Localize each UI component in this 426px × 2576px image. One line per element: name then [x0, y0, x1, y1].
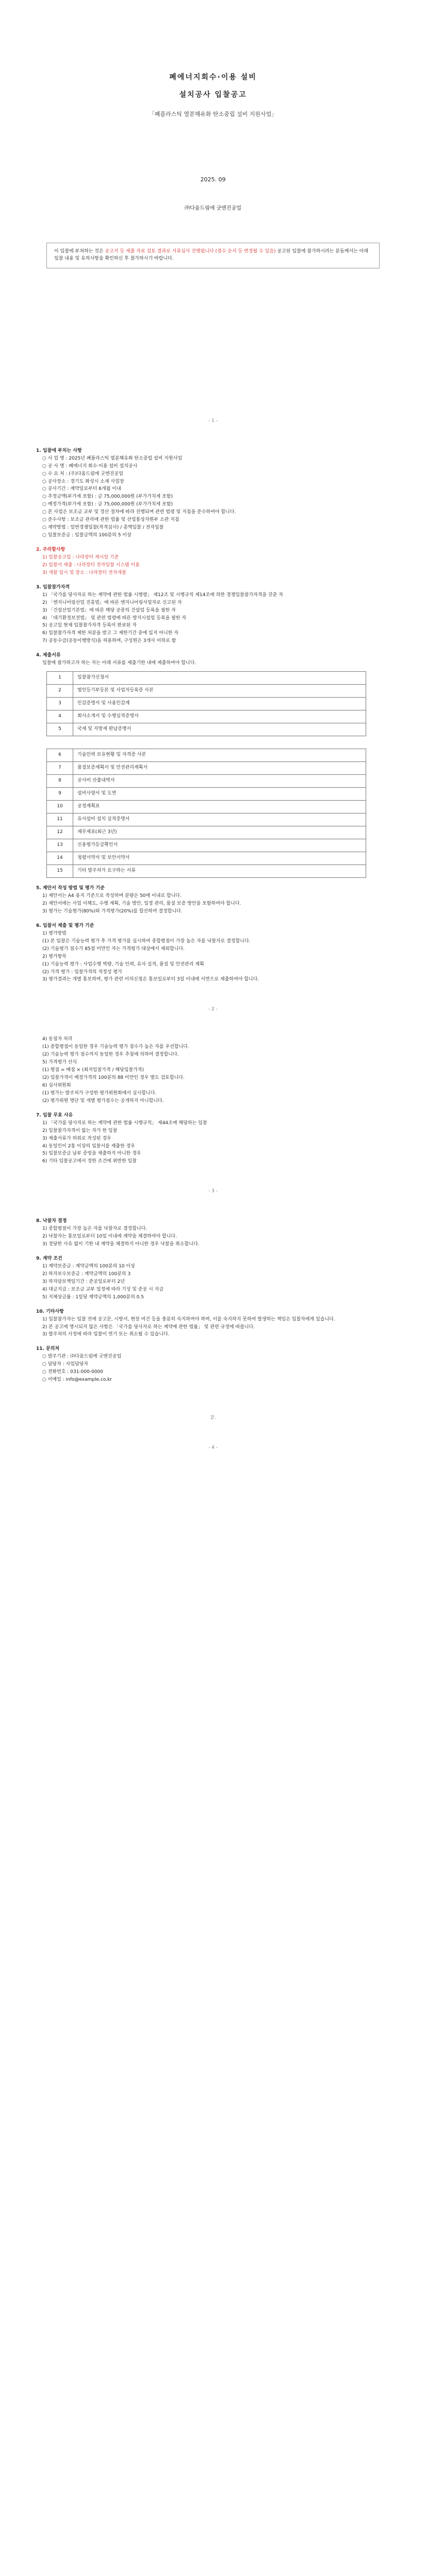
list-item: 2) 낙찰자는 통보일로부터 10일 이내에 계약을 체결하여야 합니다.: [42, 1234, 177, 1240]
section-heading: 6. 입찰서 제출 및 평가 기준: [36, 923, 94, 928]
table-cell-item: 법인등기부등본 및 사업자등록증 사본: [73, 685, 366, 698]
table-cell-no: 6: [47, 749, 73, 762]
list-item: ○ 발주기관 : ㈜다움드림에 굿엔진공업: [42, 1354, 122, 1360]
table-cell-no: 10: [47, 801, 73, 814]
section10-body: [36, 1316, 390, 1339]
section-heading: 9. 계약 조건: [36, 1256, 62, 1262]
list-item: (1) 종합평점이 동일한 경우 기술능력 평가 점수가 높은 자를 우선합니다.: [42, 1044, 189, 1050]
table-cell-item: 신용평가등급확인서: [73, 839, 366, 852]
list-item: (2) 가격 평가 : 입찰가격의 적정성 평가: [42, 969, 122, 975]
section5-body: [36, 893, 390, 916]
table-row: [47, 826, 366, 839]
table-cell-item: 기타 발주처가 요구하는 서류: [73, 865, 366, 878]
table-cell-no: 3: [47, 698, 73, 710]
table-cell-no: 9: [47, 788, 73, 801]
title-line-1: 폐에너지회수·이용 설비: [169, 73, 257, 81]
list-item: 4) 「대기환경보전법」 및 관련 법령에 따른 방지시설업 등록을 필한 자: [42, 615, 187, 621]
table-cell-no: 7: [47, 762, 73, 775]
section-heading: 3. 입찰참가자격: [36, 584, 70, 590]
page-mark-2: - 2 -: [208, 1007, 218, 1012]
section9-body: [36, 1263, 390, 1301]
table-row: [47, 698, 366, 710]
list-item: 5) 가격평가 산식: [42, 1060, 77, 1065]
content-part-1: [36, 448, 390, 984]
list-item: 1) 제안서는 A4 용지 기준으로 작성하며 분량은 50매 이내로 합니다.: [42, 893, 182, 899]
table-row: [47, 788, 366, 801]
table-cell-item: 회사소개서 및 수행실적증명서: [73, 710, 366, 723]
table-row: [47, 723, 366, 736]
table-cell-no: 5: [47, 723, 73, 736]
table-cell-item: 인감증명서 및 사용인감계: [73, 698, 366, 710]
notice-highlight: 공고서 등 제출 자료 검토 결과로 서류심사 진행됩니다 (접수 순서 등 변경될 수 있음): [105, 248, 276, 254]
list-item: 4) 동점자 처리: [42, 1037, 73, 1042]
list-item: 5) 공고일 현재 입찰참가자격 등록이 완료된 자: [42, 623, 137, 629]
list-item: 1) 입찰공고일 : 나라장터 게시일 기준: [42, 554, 119, 560]
list-item: (1) 본 입찰은 기술능력 평가 후 가격 평가를 실시하여 종합평점이 가장 높은 자를 낙찰자로 결정합니다.: [42, 938, 251, 944]
list-item: ○ 전화번호 : 031-000-0000: [42, 1369, 103, 1375]
list-item: 1) 입찰참가자는 입찰 전에 공고문, 시방서, 현장 여건 등을 충분히 숙지하여야 하며, 이를 숙지하지 못하여 발생하는 책임은 입찰자에게 있습니다.: [42, 1316, 335, 1322]
list-item: ○ 본 사업은 보조금 교부 및 정산 절차에 따라 진행되며 관련 법령 및 지침을 준수하여야 합니다.: [42, 510, 236, 515]
table-cell-no: 15: [47, 865, 73, 878]
list-item: ○ 공 사 명 : 폐에너지 회수·이용 설비 설치공사: [42, 463, 138, 469]
list-item: (1) 기술능력 평가 : 사업수행 역량, 기술 인력, 유사 실적, 품질 및 안전관리 계획: [42, 961, 204, 967]
table-cell-no: 14: [47, 852, 73, 865]
list-item: 2) 본 공고에 명시되지 않은 사항은 「국가를 당사자로 하는 계약에 관한 법률」 및 관련 규정에 따릅니다.: [42, 1324, 255, 1330]
list-item: 1) 종합평점이 가장 높은 자를 낙찰자로 결정합니다.: [42, 1226, 148, 1232]
list-item: ○ 준수사항 : 보조금 관리에 관한 법률 및 산업통상자원부 소관 지침: [42, 517, 179, 523]
table-row: [47, 801, 366, 814]
section-heading: 7. 입찰 무효 사유: [36, 1112, 73, 1118]
table-cell-no: 4: [47, 710, 73, 723]
list-item: 1) 계약보증금 : 계약금액의 100분의 10 이상: [42, 1263, 135, 1269]
list-item: ○ 공사기간 : 계약일로부터 6개월 이내: [42, 486, 121, 492]
document-table-2: [46, 749, 366, 878]
list-item: 2) 하자보수보증금 : 계약금액의 100분의 3: [42, 1271, 131, 1277]
table-row: [47, 710, 366, 723]
list-item: 2) 입찰서 제출 : 나라장터 전자입찰 시스템 이용: [42, 562, 140, 568]
list-item: 1) 평가방법: [42, 930, 67, 936]
list-item: (2) 기술평가 점수가 85점 미만인 자는 가격평가 대상에서 제외합니다.: [42, 946, 185, 952]
section-heading: 2. 주의할사항: [36, 547, 65, 553]
list-item: ○ 추정금액(부가세 포함) : 금 75,000,000원 (부가가치세 포함): [42, 494, 173, 500]
table-row: [47, 762, 366, 775]
list-item: (2) 평가위원 명단 및 개별 평가점수는 공개하지 아니합니다.: [42, 1098, 164, 1104]
list-item: ○ 공사장소 : 경기도 화성시 소재 사업장: [42, 479, 124, 484]
list-item: ○ 계약방법 : 일반경쟁입찰(적격심사) / 총액입찰 / 전자입찰: [42, 525, 164, 531]
section-heading: 4. 제출서류: [36, 653, 61, 658]
title-line-2: 설치공사 입찰공고: [179, 90, 247, 99]
list-item: 3) 평가는 기술평가(80%)와 가격평가(20%)를 합산하여 결정합니다.: [42, 908, 183, 914]
content-part-3: [36, 1218, 390, 1422]
page-mark-4: - 4 -: [208, 1445, 218, 1451]
section8-body: [36, 1226, 390, 1248]
section6b-body: [36, 1036, 390, 1105]
table-cell-no: 1: [47, 672, 73, 685]
list-item: 3) 발주처의 사정에 따라 입찰이 연기 또는 취소될 수 있습니다.: [42, 1332, 170, 1337]
section2-body: [36, 554, 390, 577]
list-item: 3) 하자담보책임기간 : 준공일로부터 2년: [42, 1279, 125, 1284]
list-item: 2) 평가항목: [42, 954, 67, 959]
list-item: 6) 기타 입찰공고에서 정한 조건에 위반한 입찰: [42, 1159, 137, 1164]
list-item: ○ 수 요 처 : (주)다움드림에 굿엔진공업: [42, 471, 123, 477]
table-row: [47, 685, 366, 698]
list-item: (2) 기술능력 평가 점수까지 동일한 경우 추첨에 의하여 결정합니다.: [42, 1052, 179, 1058]
list-item: 7) 공동수급(공동이행방식)을 허용하며, 구성원은 3개사 이하로 함: [42, 638, 176, 644]
table-row: [47, 865, 366, 878]
list-item: ○ 사 업 명 : 2025년 폐플라스틱 열분해유화 탄소중립 설비 지원사업: [42, 455, 183, 461]
announcement-date: 2025. 09: [200, 176, 226, 183]
list-item: ○ 예정가격(부가세 포함) : 금 75,000,000원 (부가가치세 포함): [42, 502, 173, 507]
section11-body: [36, 1353, 390, 1384]
section4-intro: 입찰에 참가하고자 하는 자는 아래 서류를 제출기한 내에 제출하여야 합니다.: [42, 660, 196, 666]
list-item: 1) 「국가를 당사자로 하는 계약에 관한 법률 시행규칙」 제44조에 해당하는 입찰: [42, 1120, 207, 1126]
list-item: 4) 대금지급 : 보조금 교부 일정에 따라 기성 및 준공 시 지급: [42, 1286, 164, 1292]
list-item: 6) 심사위원회: [42, 1082, 71, 1088]
table-row: [47, 775, 366, 788]
list-item: (2) 입찰가격이 예정가격의 100분의 88 미만인 경우 별도 검토합니다.: [42, 1075, 185, 1081]
table-cell-item: 재무제표(최근 3년): [73, 826, 366, 839]
list-item: 4) 동일인이 2통 이상의 입찰서를 제출한 경우: [42, 1143, 135, 1149]
table-cell-no: 12: [47, 826, 73, 839]
list-item: 3) 개찰 일시 및 장소 : 나라장터 전자개찰: [42, 570, 126, 575]
list-item: 2) 제안서에는 사업 이해도, 수행 계획, 기술 방안, 일정 관리, 품질 보증 방안을 포함하여야 합니다.: [42, 901, 241, 907]
table-row: [47, 814, 366, 826]
section1-body: [36, 455, 390, 539]
table-cell-item: 국세 및 지방세 완납증명서: [73, 723, 366, 736]
table-cell-item: 설비사양서 및 도면: [73, 788, 366, 801]
subtitle: 「폐플라스틱 열분해유화 탄소중립 설비 지원사업」: [149, 111, 277, 118]
list-item: ○ 담당자 : 사업담당자: [42, 1362, 89, 1367]
table-cell-no: 8: [47, 775, 73, 788]
list-item: 1) 「국가를 당사자로 하는 계약에 관한 법률 시행령」 제12조 및 시행규칙 제14조에 의한 경쟁입찰참가자격을 갖춘 자: [42, 592, 283, 598]
list-item: (1) 평점 = 배점 × (최저입찰가격 / 해당입찰가격): [42, 1067, 144, 1073]
section-heading: 5. 제안서 작성 방법 및 평가 기준: [36, 886, 105, 891]
title-block: [0, 0, 426, 118]
table-cell-item: 입찰참가신청서: [73, 672, 366, 685]
document-table-1: [46, 671, 366, 736]
table-cell-item: 품질보증계획서 및 안전관리계획서: [73, 762, 366, 775]
notice-box: [46, 243, 380, 268]
section-heading: 8. 낙찰자 결정: [36, 1218, 67, 1224]
table-cell-item: 공사비 산출내역서: [73, 775, 366, 788]
section-heading: 1. 입찰에 부치는 사항: [36, 448, 82, 453]
table-cell-no: 2: [47, 685, 73, 698]
table-cell-item: 기술인력 보유현황 및 자격증 사본: [73, 749, 366, 762]
list-item: 5) 지체상금률 : 1일당 계약금액의 1,000분의 0.5: [42, 1294, 144, 1300]
list-item: 6) 입찰참가자격 제한 처분을 받고 그 제한기간 중에 있지 아니한 자: [42, 631, 178, 636]
table-row: [47, 852, 366, 865]
list-item: 3) 정당한 사유 없이 기한 내 계약을 체결하지 아니한 경우 낙찰을 취소합니다.: [42, 1242, 200, 1247]
table-row: [47, 749, 366, 762]
notice-text-after: 공고된 입찰에 참가하시려는 분들께서는 아래 입찰 내용 및 유의사항을 확인하신 후 참가하시기 바랍니다.: [54, 248, 369, 261]
list-item: 3) 「건설산업기본법」에 따른 해당 공종의 건설업 등록을 필한 자: [42, 607, 176, 613]
organization-name: ㈜다움드림에 굿엔진공업: [185, 206, 241, 212]
list-item: 3) 평가결과는 개별 통보하며, 평가 관련 이의신청은 통보일로부터 3일 이내에 서면으로 제출하여야 합니다.: [42, 977, 259, 982]
page-mark-1: - 1 -: [208, 418, 218, 423]
list-item: (1) 평가는 발주처가 구성한 평가위원회에서 실시합니다.: [42, 1090, 157, 1096]
table-cell-item: 유사설비 설치 실적증명서: [73, 814, 366, 826]
section7-body: [36, 1120, 390, 1166]
list-item: ○ 이메일 : info@example.co.kr: [42, 1377, 112, 1383]
section6-body: [36, 930, 390, 984]
content-part-2: [36, 1036, 390, 1165]
end-mark: 끝.: [210, 1415, 216, 1421]
table-row: [47, 672, 366, 685]
list-item: ○ 입찰보증금 : 입찰금액의 100분의 5 이상: [42, 533, 132, 538]
list-item: 3) 제출서류가 허위로 작성된 경우: [42, 1136, 111, 1141]
notice-text-before: 이 입찰에 부쳐하는 것은: [54, 248, 105, 254]
section3-body: [36, 592, 390, 646]
table-cell-no: 13: [47, 839, 73, 852]
table-cell-item: 청렴서약서 및 보안서약서: [73, 852, 366, 865]
section-heading: 11. 문의처: [36, 1346, 60, 1352]
page-mark-3: - 3 -: [208, 1189, 218, 1194]
section-heading: 10. 기타사항: [36, 1309, 64, 1314]
list-item: 2) 「엔지니어링산업 진흥법」에 따른 엔지니어링사업자로 신고된 자: [42, 600, 182, 605]
table-cell-item: 공정계획표: [73, 801, 366, 814]
table-row: [47, 839, 366, 852]
list-item: 2) 입찰참가자격이 없는 자가 한 입찰: [42, 1128, 118, 1133]
list-item: 5) 입찰보증금 납부 증빙을 제출하지 아니한 경우: [42, 1151, 141, 1157]
table-cell-no: 11: [47, 814, 73, 826]
